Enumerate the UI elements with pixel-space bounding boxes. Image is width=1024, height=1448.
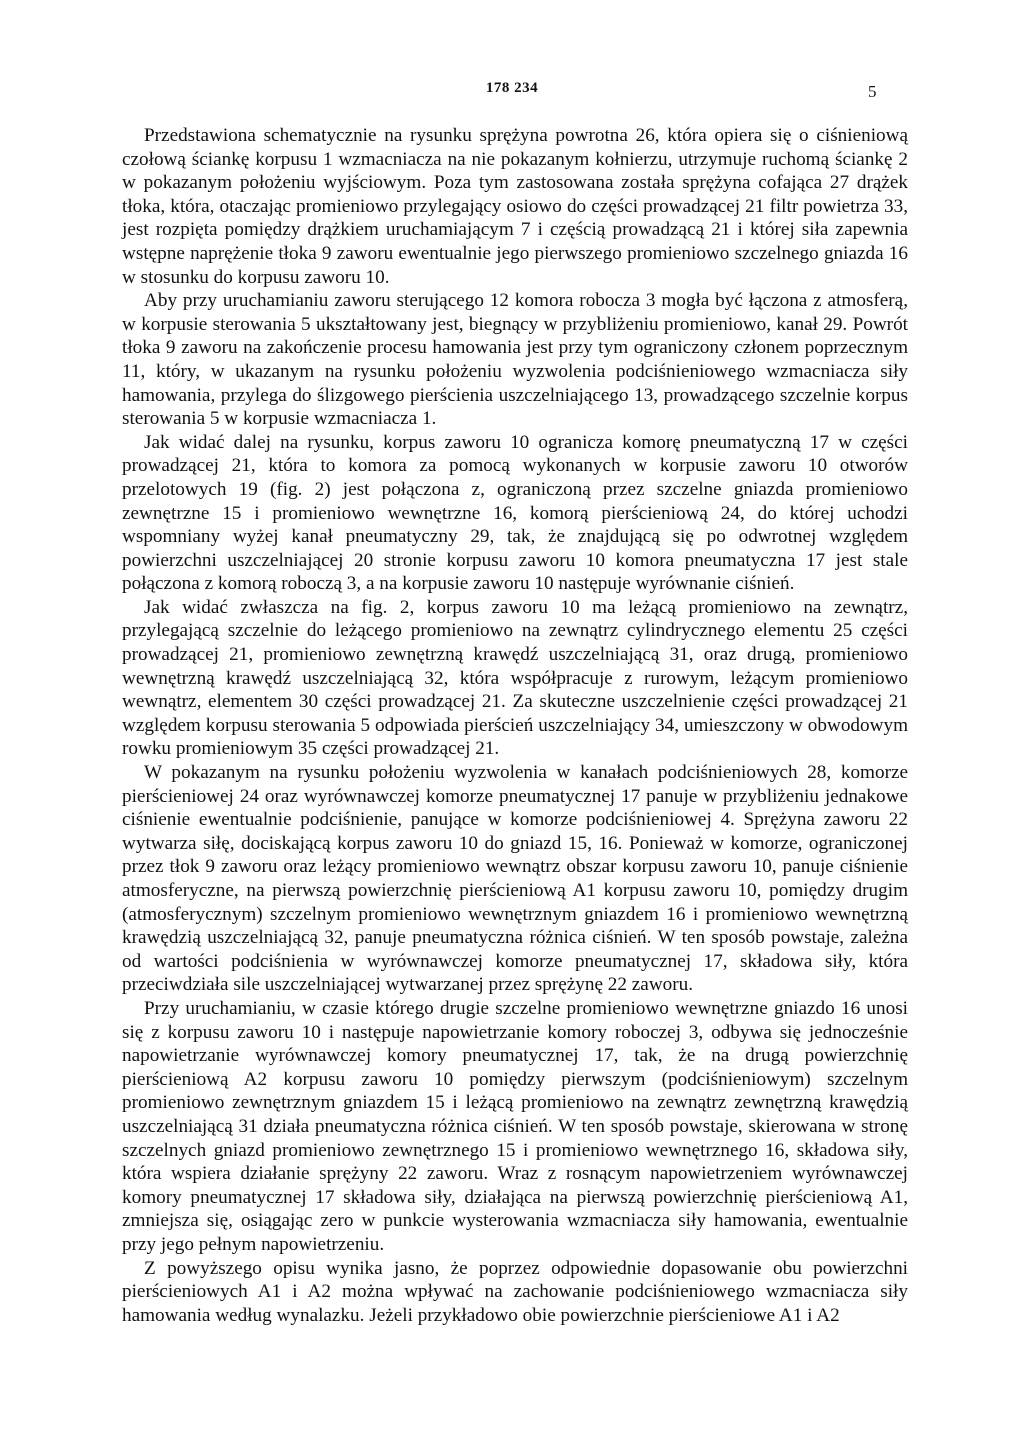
paragraph: Jak widać dalej na rysunku, korpus zaworu 10 ogranicza komorę pneumatyczną 17 w części prowadzącej 21, która to komora za pomocą wykonanych w korpusie zaworu 10 otworów przelotowych 19 (fig. 2) jest połączona z, ograniczoną przez szczelne gniazda promieniowo zewnętrzne 15 i promieniowo wewnętrzne 16, komorą pierścieniową 24, do której uchodzi wspomniany wyżej kanał pneumatyczny 29, tak, że znajdującą się po odwrotnej względem powierzchni uszczelniającej 20 stronie korpusu zaworu 10 komora pneumatyczna 17 jest stale połączona z komorą roboczą 3, a na korpusie zaworu 10 następuje wyrównanie ciśnień. xyxy=(122,431,908,595)
paragraph: Przy uruchamianiu, w czasie którego drugie szczelne promieniowo wewnętrzne gniazdo 16 unosi się z korpusu zaworu 10 i następuje napowietrzanie komory roboczej 3, odbywa się jednocześnie napowietrzanie wyrównawczej komory pneumatycznej 17, tak, że na drugą powierzchnię pierścieniową A2 korpusu zaworu 10 pomiędzy pierwszym (podciśnieniowym) szczelnym promieniowo zewnętrznym gniazdem 15 i leżącą promieniowo na zewnątrz zewnętrzną krawędzią uszczelniającą 31 działa pneumatyczna różnica ciśnień. W ten sposób powstaje, skierowana w stronę szczelnych gniazd promieniowo zewnętrznego 15 i promieniowo wewnętrznego 16, składowa siły, która wspiera działanie sprężyny 22 zaworu. Wraz z rosnącym napowietrzeniem wyrównawczej komory pneumatycznej 17 składowa siły, działająca na pierwszą powierzchnię pierścieniową A1, zmniejsza się, osiągając zero w punkcie wysterowania wzmacniacza siły hamowania, ewentualnie przy jego pełnym napowietrzeniu. xyxy=(122,997,908,1255)
paragraph: Z powyższego opisu wynika jasno, że poprzez odpowiednie dopasowanie obu powierzchni pierścieniowych A1 i A2 można wpływać na zachowanie podciśnieniowego wzmacniacza siły hamowania według wynalazku. Jeżeli przykładowo obie powierzchnie pierścieniowe A1 i A2 xyxy=(122,1257,908,1326)
paragraph: Jak widać zwłaszcza na fig. 2, korpus zaworu 10 ma leżącą promieniowo na zewnątrz, przylegającą szczelnie do leżącego promieniowo na zewnątrz cylindrycznego elementu 25 części prowadzącej 21, promieniowo zewnętrzną krawędź uszczelniającą 31, oraz drugą, promieniowo wewnętrzną krawędź uszczelniającą 32, która współpracuje z rurowym, leżącym promieniowo wewnątrz, elementem 30 części prowadzącej 21. Za skuteczne uszczelnienie części prowadzącej 21 względem korpusu sterowania 5 odpowiada pierścień uszczelniający 34, umieszczony w obwodowym rowku promieniowym 35 części prowadzącej 21. xyxy=(122,596,908,760)
paragraph: Aby przy uruchamianiu zaworu sterującego 12 komora robocza 3 mogła być łączona z atmosferą, w korpusie sterowania 5 ukształtowany jest, biegnący w przybliżeniu promieniowo, kanał 29. Powrót tłoka 9 zaworu na zakończenie procesu hamowania jest przy tym ograniczony członem poprzecznym 11, który, w ukazanym na rysunku położeniu wyzwolenia podciśnieniowego wzmacniacza siły hamowania, przylega do ślizgowego pierścienia uszczelniającego 13, prowadzącego szczelnie korpus sterowania 5 w korpusie wzmacniacza 1. xyxy=(122,290,908,430)
paragraph: Przedstawiona schematycznie na rysunku sprężyna powrotna 26, która opiera się o ciśnieniową czołową ściankę korpusu 1 wzmacniacza na nie pokazanym kołnierzu, utrzymuje ruchomą ściankę 2 w pokazanym położeniu wyjściowym. Poza tym zastosowana została sprężyna cofająca 27 drążek tłoka, która, otaczając promieniowo przylegający osiowo do części prowadzącej 21 filtr powietrza 33, jest rozpięta pomiędzy drążkiem uruchamiającym 7 i częścią prowadzącą 21 i której siła zapewnia wstępne naprężenie tłoka 9 zaworu ewentualnie jego pierwszego promieniowo szczelnego gniazda 16 w stosunku do korpusu zaworu 10. xyxy=(122,125,908,288)
paragraph: W pokazanym na rysunku położeniu wyzwolenia w kanałach podciśnieniowych 28, komorze pierścieniowej 24 oraz wyrównawczej komorze pneumatycznej 17 panuje w przybliżeniu jednakowe ciśnienie ewentualnie podciśnienie, panujące w komorze podciśnieniowej 4. Sprężyna zaworu 22 wytwarza siłę, dociskającą korpus zaworu 10 do gniazd 15, 16. Ponieważ w komorze, ograniczonej przez tłok 9 zaworu oraz leżący promieniowo wewnątrz obszar korpusu zaworu 10, panuje ciśnienie atmosferyczne, na pierwszą powierzchnię pierścieniową A1 korpusu zaworu 10, pomiędzy drugim (atmosferycznym) szczelnym promieniowo wewnętrznym gniazdem 16 i promieniowo wewnętrzną krawędzią uszczelniającą 32, panuje pneumatyczna różnica ciśnień. W ten sposób powstaje, zależna od wartości podciśnienia w wyrównawczej komorze pneumatycznej 17, składowa siły, która przeciwdziała sile uszczelniającej wytwarzanej przez sprężynę 22 zaworu. xyxy=(122,762,908,996)
page-header xyxy=(0,80,1024,104)
patent-number: 178 234 xyxy=(485,80,539,96)
page-number: 5 xyxy=(868,82,877,101)
body-text xyxy=(122,124,908,1327)
